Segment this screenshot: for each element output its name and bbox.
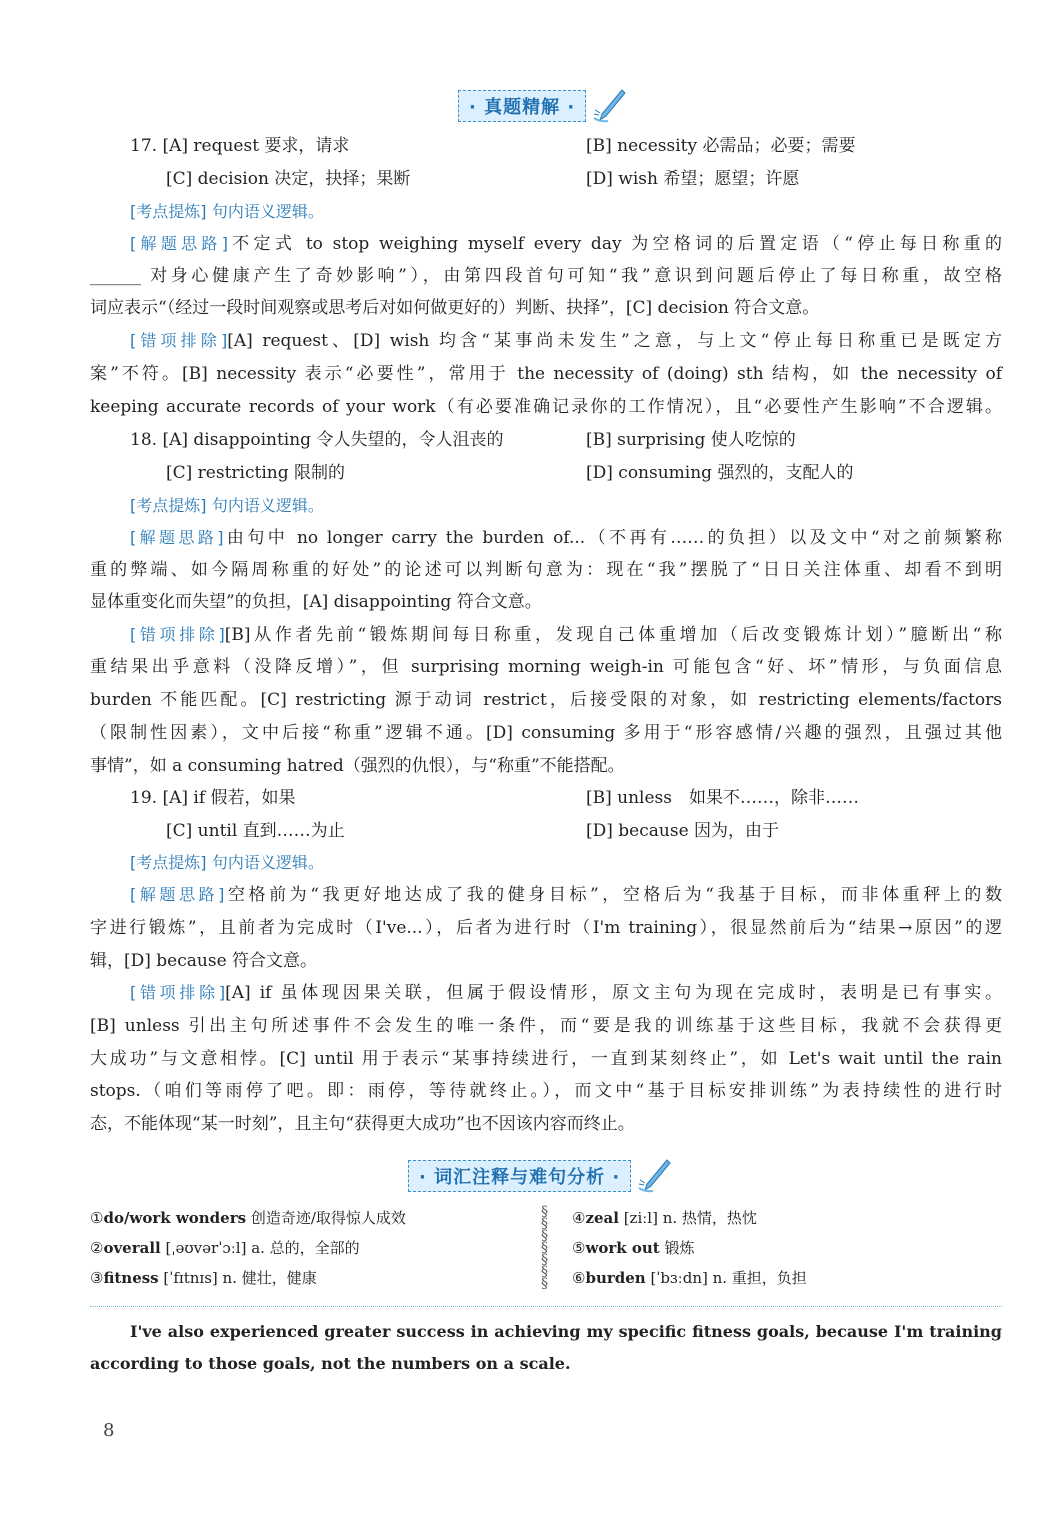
q18-option-d: [D] consuming 强烈的，支配人的 xyxy=(586,463,854,483)
q19-option-a: 19. [A] if 假若，如果 xyxy=(130,788,296,808)
q19-option-d: [D] because 因为，由于 xyxy=(586,821,780,841)
key-sentence-line: I've also experienced greater success in achieving my specific fitness goals, because I'm training xyxy=(130,1322,1002,1341)
q19-point: [考点提炼] 句内语义逻辑。 xyxy=(130,853,324,872)
q17-approach-line: 词应表示“（经过一段时间观察或思考后对如何做更好的）判断、抉择”，[C] decision 符合文意。 xyxy=(90,298,820,318)
q19-exclude-line: stops.（咱们等雨停了吧。即：雨停，等待就终止。），而文中“基于目标安排训练”为表持续性的进行时 xyxy=(90,1081,1002,1101)
q18-option-b: [B] surprising 使人吃惊的 xyxy=(586,430,796,450)
key-sentence-line: according to those goals, not the numbers on a scale. xyxy=(90,1354,571,1373)
vocab-item: ③fitness [ˈfɪtnɪs] n. 健壮，健康 xyxy=(90,1269,317,1287)
section-title: · 真题精解 · xyxy=(458,90,586,122)
pen-icon xyxy=(637,1158,671,1194)
section-title: · 词汇注释与难句分析 · xyxy=(408,1160,631,1192)
q17-approach-line: ______ 对身心健康产生了奇妙影响”），由第四段首句可知“我”意识到问题后停止了每日称重，故空格 xyxy=(90,266,1002,286)
q19-approach-line: 辑，[D] because 符合文意。 xyxy=(90,951,318,971)
q19-exclude-line: 大成功”与文意相悖。[C] until 用于表示“某事持续进行，一直到某刻终止”，如 Let's wait until the rain xyxy=(90,1049,1002,1069)
q17-option-d: [D] wish 希望；愿望；许愿 xyxy=(586,169,800,189)
q18-exclude-line: burden 不能匹配。[C] restricting 源于动词 restrict，后接受限的对象，如 restricting elements/factors xyxy=(90,690,1002,710)
q19-exclude-line: [B] unless 引出主句所述事件不会发生的唯一条件，而“要是我的训练基于这些目标，我就不会获得更 xyxy=(90,1016,1002,1036)
section-header-analysis xyxy=(458,88,626,124)
vocab-item: ⑤work out 锻炼 xyxy=(572,1239,695,1257)
q18-exclude-line: [错项排除][B]从作者先前“锻炼期间每日称重，发现自己体重增加（后改变锻炼计划）”臆断出“称 xyxy=(130,625,1002,645)
q18-exclude-line: 重结果出乎意料（没降反增）”，但 surprising morning weigh-in 可能包含“好、坏”情形，与负面信息 xyxy=(90,657,1002,677)
q17-approach-line: [解题思路]不定式 to stop weighing myself every day 为空格词的后置定语（“停止每日称重的 xyxy=(130,234,1002,254)
q19-approach-line: [解题思路]空格前为“我更好地达成了我的健身目标”，空格后为“我基于目标，而非体重秤上的数 xyxy=(130,885,1002,905)
q19-option-b: [B] unless 如果不……，除非…… xyxy=(586,788,860,808)
vocab-item: ①do/work wonders 创造奇迹/取得惊人成效 xyxy=(90,1209,406,1227)
q18-point: [考点提炼] 句内语义逻辑。 xyxy=(130,496,324,515)
section-header-vocab xyxy=(408,1158,671,1194)
q17-option-a: 17. [A] request 要求，请求 xyxy=(130,136,350,156)
q19-exclude-line: 态，不能体现“某一时刻”，且主句“获得更大成功”也不因该内容而终止。 xyxy=(90,1114,635,1134)
q17-option-b: [B] necessity 必需品；必要；需要 xyxy=(586,136,856,156)
q18-approach-line: [解题思路]由句中 no longer carry the burden of...（不再有……的负担）以及文中“对之前频繁称 xyxy=(130,528,1002,548)
q17-exclude-line: keeping accurate records of your work（有必要准确记录你的工作情况），且“必要性产生影响”不合逻辑。 xyxy=(90,397,1002,417)
pen-icon xyxy=(592,88,626,124)
page-number: 8 xyxy=(103,1420,115,1441)
wavy-divider: § § § § § § § xyxy=(541,1204,548,1292)
q17-point: [考点提炼] 句内语义逻辑。 xyxy=(130,202,324,221)
vocab-item: ⑥burden [ˈbɜːdn] n. 重担，负担 xyxy=(572,1269,807,1287)
q18-approach-line: 显体重变化而失望”的负担，[A] disappointing 符合文意。 xyxy=(90,592,542,612)
vocab-item: ②overall [ˌəʊvərˈɔːl] a. 总的，全部的 xyxy=(90,1239,360,1257)
q18-exclude-line: 事情”，如 a consuming hatred（强烈的仇恨），与“称重”不能搭配。 xyxy=(90,756,625,776)
q18-option-c: [C] restricting 限制的 xyxy=(166,463,346,483)
q18-option-a: 18. [A] disappointing 令人失望的，令人沮丧的 xyxy=(130,430,504,450)
q19-exclude-line: [错项排除][A] if 虽体现因果关联，但属于假设情形，原文主句为现在完成时，表明是已有事实。 xyxy=(130,983,1002,1003)
q18-exclude-line: （限制性因素），文中后接“称重”逻辑不通。[D] consuming 多用于“形容感情/兴趣的强烈，且强过其他 xyxy=(90,723,1002,743)
dotted-divider xyxy=(90,1306,1002,1307)
q19-approach-line: 字进行锻炼”，且前者为完成时（I've...），后者为进行时（I'm training），很显然前后为“结果→原因”的逻 xyxy=(90,918,1002,938)
q17-option-c: [C] decision 决定，抉择；果断 xyxy=(166,169,411,189)
q17-exclude-line: 案”不符。[B] necessity 表示“必要性”，常用于 the necessity of (doing) sth 结构，如 the necessity of xyxy=(90,364,1002,384)
q18-approach-line: 重的弊端、如今隔周称重的好处”的论述可以判断句意为：现在“我”摆脱了“日日关注体重、却看不到明 xyxy=(90,560,1002,580)
q19-option-c: [C] until 直到……为止 xyxy=(166,821,345,841)
vocab-item: ④zeal [ziːl] n. 热情，热忱 xyxy=(572,1209,757,1227)
q17-exclude-line: [错项排除][A] request、[D] wish 均含“某事尚未发生”之意，与上文“停止每日称重已是既定方 xyxy=(130,331,1002,351)
